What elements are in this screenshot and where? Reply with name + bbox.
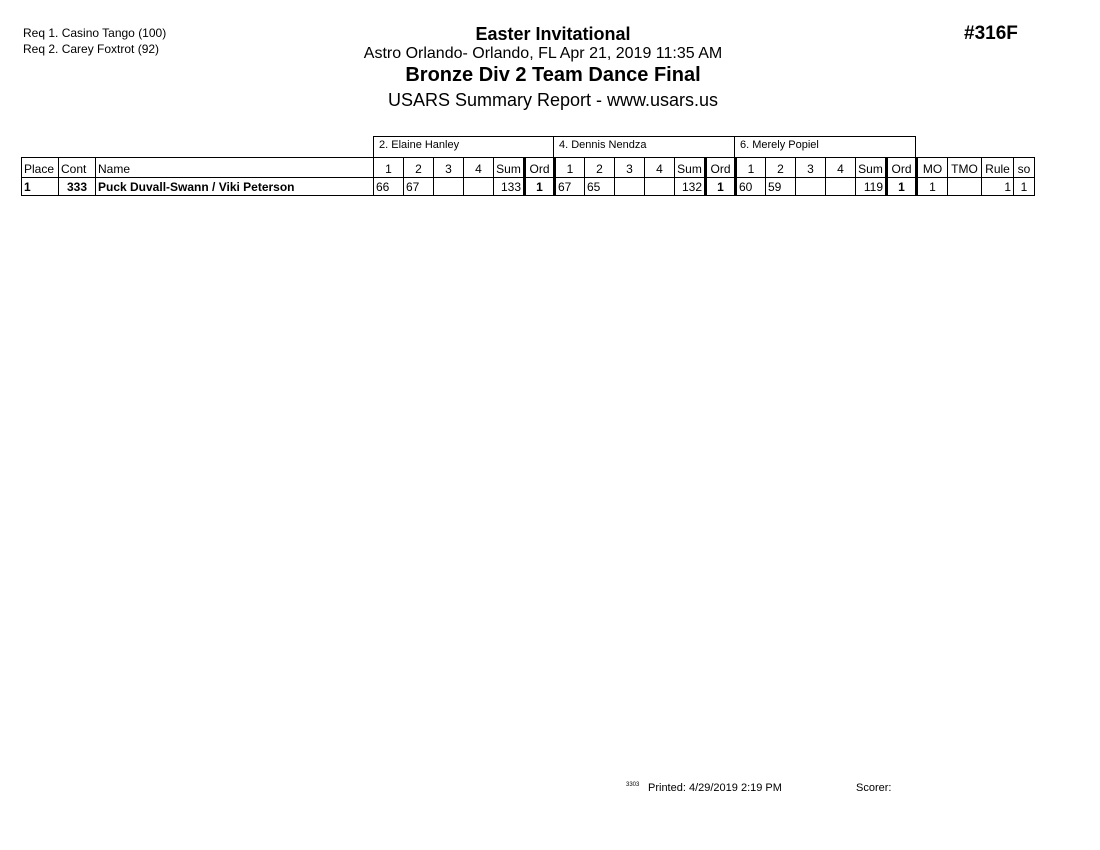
header-row (22, 158, 1035, 178)
mo-cell: 1 (917, 178, 948, 196)
col-j3-score1: 1 (736, 158, 766, 178)
col-j1-sum: Sum (494, 158, 525, 178)
event-code: #316F (964, 23, 1018, 44)
judge-1-header: 2. Elaine Hanley (373, 136, 554, 157)
requirement-1: Req 1. Casino Tango (100) (23, 26, 167, 40)
requirement-2: Req 2. Carey Foxtrot (92) (23, 42, 160, 56)
scorer-label: Scorer: (856, 782, 892, 794)
j1-score3-cell (434, 178, 464, 196)
col-j1-score3: 3 (434, 158, 464, 178)
col-j3-ord: Ord (887, 158, 917, 178)
col-tmo: TMO (948, 158, 982, 178)
col-j2-score4: 4 (645, 158, 675, 178)
j3-sum-cell: 119 (856, 178, 887, 196)
col-j2-sum: Sum (675, 158, 706, 178)
rule-cell: 1 (982, 178, 1014, 196)
j3-score1-cell: 60 (736, 178, 766, 196)
competition-title: Easter Invitational (475, 24, 631, 44)
col-j2-score1: 1 (555, 158, 585, 178)
col-so: so (1014, 158, 1035, 178)
footer-code: 3303 (626, 782, 640, 788)
col-j1-ord: Ord (525, 158, 555, 178)
j2-score2-cell: 65 (585, 178, 615, 196)
place-cell: 1 (22, 178, 59, 196)
j1-ord-cell: 1 (525, 178, 555, 196)
table-row (22, 178, 1035, 196)
j1-sum-cell: 133 (494, 178, 525, 196)
results-table (21, 157, 1035, 196)
col-j1-score1: 1 (374, 158, 404, 178)
j2-sum-cell: 132 (675, 178, 706, 196)
venue-date: Astro Orlando- Orlando, FL Apr 21, 2019 11:35 AM (363, 45, 723, 62)
event-title: Bronze Div 2 Team Dance Final (405, 64, 701, 86)
cont-cell: 333 (59, 178, 96, 196)
col-j3-score2: 2 (766, 158, 796, 178)
col-j2-ord: Ord (706, 158, 736, 178)
judge-headers (373, 136, 916, 157)
col-cont: Cont (59, 158, 96, 178)
col-place: Place (22, 158, 59, 178)
j3-score2-cell: 59 (766, 178, 796, 196)
col-name: Name (96, 158, 374, 178)
j2-score4-cell (645, 178, 675, 196)
tmo-cell (948, 178, 982, 196)
j3-score4-cell (826, 178, 856, 196)
j2-score1-cell: 67 (555, 178, 585, 196)
j2-score3-cell (615, 178, 645, 196)
name-cell: Puck Duvall-Swann / Viki Peterson (96, 178, 374, 196)
j3-score3-cell (796, 178, 826, 196)
j3-ord-cell: 1 (887, 178, 917, 196)
j1-score2-cell: 67 (404, 178, 434, 196)
col-j3-score3: 3 (796, 158, 826, 178)
col-j2-score3: 3 (615, 158, 645, 178)
so-cell: 1 (1014, 178, 1035, 196)
judge-3-header: 6. Merely Popiel (735, 136, 916, 157)
col-rule: Rule (982, 158, 1014, 178)
report-title: USARS Summary Report - www.usars.us (387, 90, 719, 110)
j1-score4-cell (464, 178, 494, 196)
judge-2-header: 4. Dennis Nendza (554, 136, 735, 157)
col-j3-score4: 4 (826, 158, 856, 178)
col-j3-sum: Sum (856, 158, 887, 178)
col-mo: MO (917, 158, 948, 178)
col-j2-score2: 2 (585, 158, 615, 178)
printed-timestamp: Printed: 4/29/2019 2:19 PM (648, 782, 782, 794)
col-j1-score4: 4 (464, 158, 494, 178)
j2-ord-cell: 1 (706, 178, 736, 196)
col-j1-score2: 2 (404, 158, 434, 178)
j1-score1-cell: 66 (374, 178, 404, 196)
